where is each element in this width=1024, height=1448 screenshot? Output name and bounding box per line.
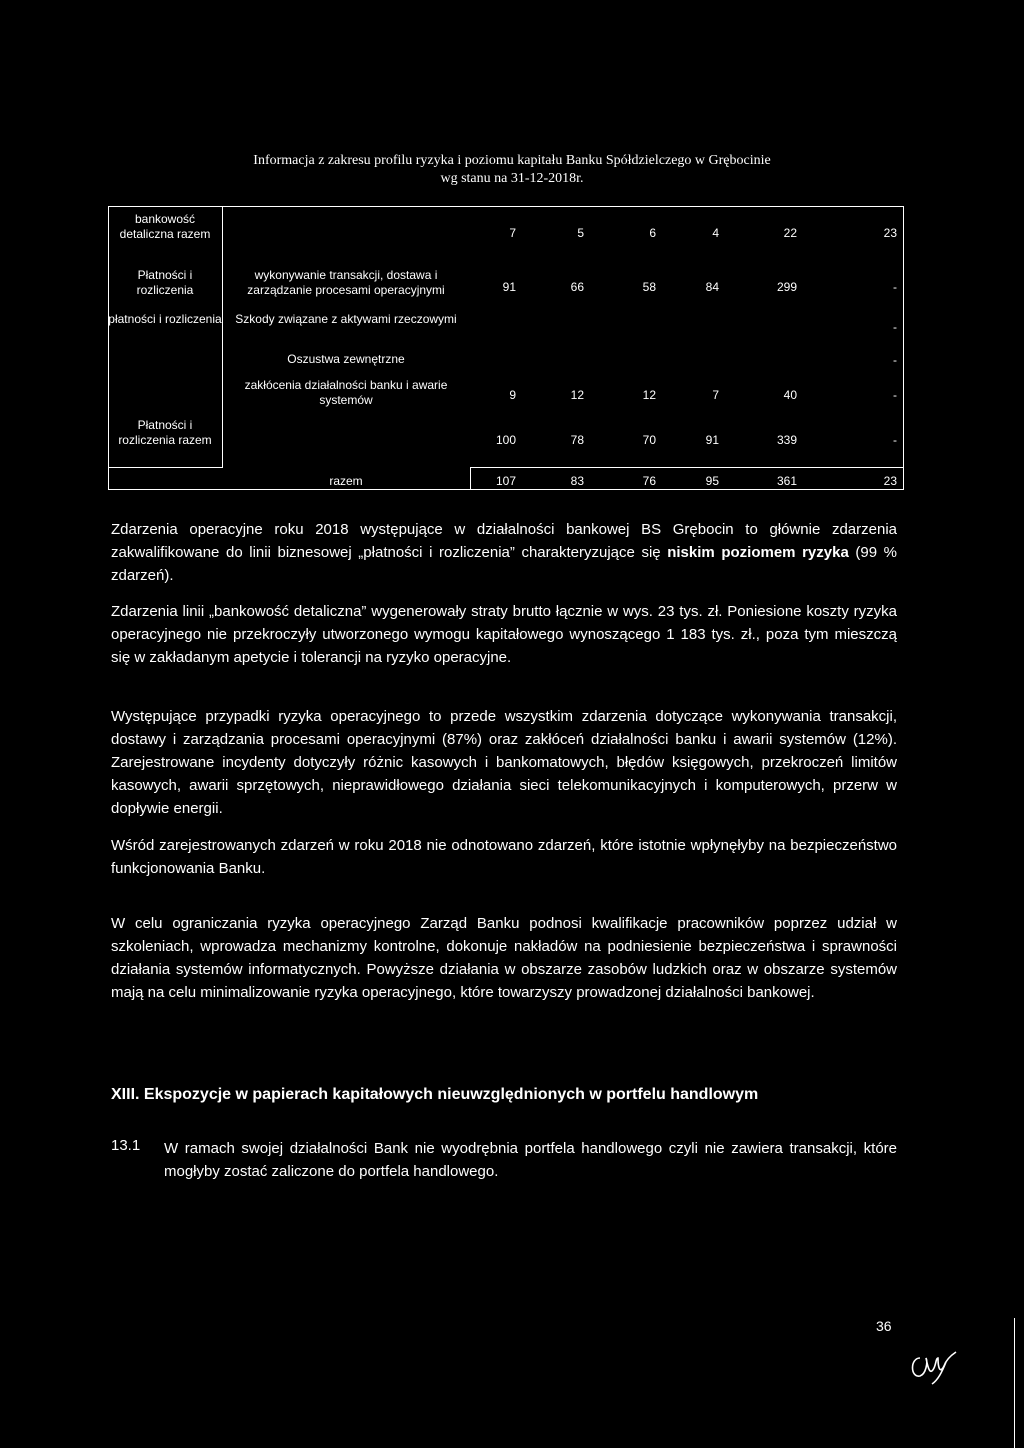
paragraph-operational-events (111, 518, 897, 587)
row-label-payments-total: Płatności i rozliczenia razem (118, 418, 212, 447)
paragraph-risk-cases: Występujące przypadki ryzyka operacyjnego to przede wszystkim zdarzenia dotyczące wykonywania transakcji, dostawy i zarządzania procesami operacyjnymi (87%) oraz zakłóceń działalności banku i awarii systemów (12%). Zarejestrowane incydenty dotyczyły różnic kasowych i bankomatowych, błędów księgowych, przekroczeń limitów kasowych, awarii sprzętowych, nieprawidłowego działania sieci telekomunikacyjnych i komputerowych, przerw w dopływie energii. (111, 708, 897, 817)
table-cell: 107 (495, 474, 516, 488)
table-cell: 100 (495, 433, 516, 447)
table-cell: 12 (642, 388, 656, 402)
row-label-retail-total: bankowość detaliczna razem (119, 212, 211, 241)
table-cell: 91 (705, 433, 719, 447)
row-label-payments: Płatności i rozliczenia (136, 268, 194, 297)
table-cell: 23 (883, 226, 897, 240)
paragraph-no-significant-events: Wśród zarejestrowanych zdarzeń w roku 2018 nie odnotowano zdarzeń, które istotnie wpłynęłyby na bezpieczeństwo funkcjonowania Banku. (111, 837, 897, 877)
table-cell: 91 (502, 280, 516, 294)
table-cell: 12 (570, 388, 584, 402)
table-cell: 40 (783, 388, 797, 402)
paragraph-retail-losses: Zdarzenia linii „bankowość detaliczna” wygenerowały straty brutto łącznie w wys. 23 tys. zł. Poniesione koszty ryzyka operacyjnego nie przekroczyły utworzonego wymogu kapitałowego wynoszącego 1 183 tys. zł., poza tym mieszczą się w zakładanym apetycie i tolerancji na ryzyko operacyjne. (111, 603, 897, 666)
item-number: 13.1 (111, 1137, 141, 1154)
table-cell: - (893, 433, 897, 447)
table-cell: 7 (509, 226, 516, 240)
operational-risk-table (0, 0, 1024, 500)
paragraph-risk-mitigation: W celu ograniczania ryzyka operacyjnego Zarząd Banku podnosi kwalifikacje pracowników poprzez udział w szkoleniach, wprowadza mechanizmy kontrolne, dokonuje nakładów na podniesienie bezpieczeństwa i sprawności działania systemów informatycznych. Powyższe działania w obszarze zasobów ludzkich oraz w obszarze systemów mają na celu minimalizowanie ryzyka operacyjnego, które towarzyszy prowadzonej działalności bankowej. (111, 915, 897, 1001)
table-cell: 66 (570, 280, 584, 294)
paragraph-text: Zdarzenia operacyjne roku 2018 występujące w działalności bankowej BS Grębocin to głównie zdarzenia zakwalifikowane do linii biznesowej „płatności i rozliczenia” charakteryzujące się (111, 521, 897, 561)
table-cell: 4 (712, 226, 719, 240)
row-desc-grand-total: razem (329, 474, 363, 488)
table-cell: 5 (577, 226, 584, 240)
table-cell: 84 (705, 280, 719, 294)
paragraph-text: (99 % zdarzeń). (111, 544, 898, 584)
table-cell: 7 (712, 388, 719, 402)
table-cell: 95 (705, 474, 719, 488)
table-cell: 76 (642, 474, 656, 488)
table-cell: 23 (883, 474, 897, 488)
signature-icon (906, 1348, 962, 1391)
row-desc-disruption: zakłócenia działalności banku i awarie systemów (244, 378, 448, 407)
row-label-payments-2: płatności i rozliczenia (108, 312, 222, 326)
table-cell: 83 (570, 474, 584, 488)
table-cell: 78 (570, 433, 584, 447)
section-heading: XIII. Ekspozycje w papierach kapitałowych nieuwzględnionych w portfelu handlowym (111, 1086, 759, 1103)
emphasis-low-risk: niskim poziomem ryzyka (667, 544, 849, 561)
table-cell: 70 (642, 433, 656, 447)
document-header-date: wg stanu na 31-12-2018r. (440, 171, 584, 186)
table-cell: 9 (509, 388, 516, 402)
table-cell: - (893, 280, 897, 294)
table-cell: 299 (776, 280, 797, 294)
table-cell: 6 (649, 226, 656, 240)
document-header-title: Informacja z zakresu profilu ryzyka i poziomu kapitału Banku Spółdzielczego w Grębocinie (253, 153, 771, 168)
table-cell: - (893, 320, 897, 334)
row-desc-transactions: wykonywanie transakcji, dostawa i zarządzanie procesami operacyjnymi (247, 268, 445, 297)
item-text: W ramach swojej działalności Bank nie wyodrębnia portfela handlowego czyli nie zawiera transakcji, które mogłyby zostać zaliczone do portfela handlowego. (164, 1140, 897, 1180)
table-cell: - (893, 388, 897, 402)
margin-rule (1014, 1318, 1015, 1448)
table-cell: 58 (642, 280, 656, 294)
row-desc-physical-assets: Szkody związane z aktywami rzeczowymi (235, 312, 457, 326)
table-cell: 361 (776, 474, 797, 488)
table-cell: - (893, 353, 897, 367)
row-desc-external-fraud: Oszustwa zewnętrzne (287, 352, 405, 366)
table-cell: 339 (776, 433, 797, 447)
page-number: 36 (876, 1318, 892, 1334)
table-cell: 22 (783, 226, 797, 240)
